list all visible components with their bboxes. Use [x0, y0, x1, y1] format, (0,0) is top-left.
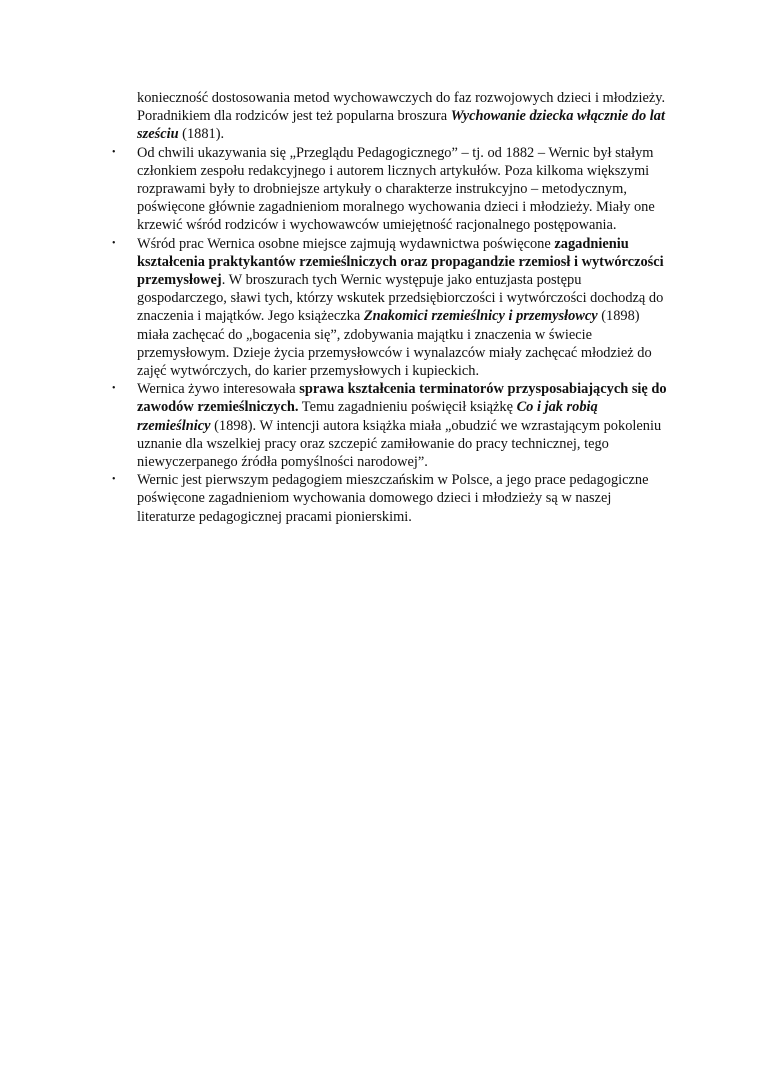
- continuation-paragraph: [137, 89, 670, 144]
- paragraph-text: (1898). W intencji autora książka miała „obudzić we wzrastającym pokoleniu uznanie dla wszelkiej pracy oraz szczepić zamiłowanie do pracy technicznej, tego niewyczerpanego źródła pomyślności narodowej”.: [137, 417, 662, 471]
- paragraph-text: Od chwili ukazywania się „Przeglądu Pedagogicznego” – tj. od 1882 – Wernic był stałym członkiem zespołu redakcyjnego i autorem licznych artykułów. Poza kilkoma większymi rozprawami były to drobniejsze artykuły o charakterze instrukcyjno – metodycznym, poświęcone głównie zagadnieniom moralnego wychowania dzieci i młodzieży. Miały one krzewić wśród rodziców i wychowawców umiejętność racjonalnego postępowania.: [137, 144, 655, 234]
- paragraph-text: Temu zagadnieniu poświęcił książkę: [298, 399, 517, 416]
- paragraph-text: (1898) miała zachęcać do „bogacenia się”, zdobywania majątku i znaczenia w świecie przemysłowym. Dzieje życia przemysłowców i wynalazców miały zachęcać młodzież do zajęć wytwórczych, do karier przemysłowych i kupieckich.: [137, 308, 652, 380]
- paragraph-text: Wśród prac Wernica osobne miejsce zajmują wydawnictwa poświęcone: [137, 235, 555, 252]
- book-title: Znakomici rzemieślnicy i przemysłowcy: [363, 308, 598, 325]
- list-item: [110, 144, 670, 235]
- paragraph-text: konieczność dostosowania metod wychowawczych do faz rozwojowych dzieci i młodzieży. Poradnikiem dla rodziców jest też popularna broszura: [137, 90, 666, 125]
- list-item: [110, 380, 670, 471]
- bullet-icon: •: [112, 474, 116, 486]
- paragraph-text: Wernica żywo interesowała: [137, 381, 300, 398]
- bullet-icon: •: [112, 383, 116, 395]
- emphasis-text: zagadnieniu kształcenia praktykantów rzemieślniczych oraz propagandzie rzemiosł i wytwórczości przemysłowej: [137, 235, 664, 289]
- paragraph-text: . W broszurach tych Wernic występuje jako entuzjasta postępu gospodarczego, sławi tych, którzy wskutek przedsiębiorczości i wytwórczości dochodzą do znaczenia i majątków. Jego książeczka: [137, 272, 664, 325]
- paragraph-text: Wernic jest pierwszym pedagogiem mieszczańskim w Polsce, a jego prace pedagogiczne poświęcone zagadnieniom wychowania domowego dzieci i młodzieży są w naszej literaturze pedagogicznej pracami pionierskimi.: [137, 472, 649, 525]
- bullet-icon: •: [112, 146, 116, 158]
- bullet-list: [110, 144, 670, 526]
- book-title: Wychowanie dziecka włącznie do lat sześciu: [137, 108, 665, 143]
- document-body: [110, 89, 670, 526]
- list-item: [110, 471, 670, 526]
- paragraph-text: (1881).: [178, 126, 225, 143]
- book-title: Co i jak robią rzemieślnicy: [137, 399, 598, 434]
- bullet-icon: •: [112, 237, 116, 249]
- emphasis-text: sprawa kształcenia terminatorów przysposabiających się do zawodów rzemieślniczych.: [137, 381, 667, 416]
- list-item: [110, 235, 670, 381]
